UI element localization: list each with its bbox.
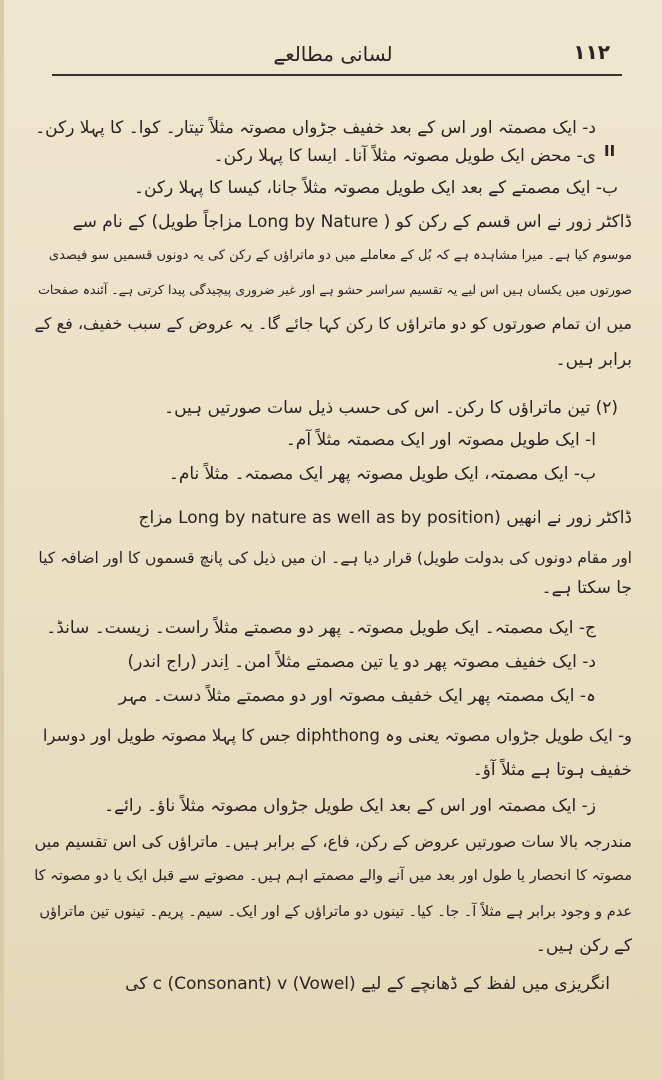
text-line: کے رکن ہیں۔ <box>535 936 632 956</box>
text-line: ی- محض ایک طویل مصوتہ مثلاً آنا۔ ایسا کا پہلا رکن۔ <box>213 146 596 166</box>
page-number: ۱۱۲ <box>573 40 610 64</box>
text-line: د- ایک مصمتہ اور اس کے بعد خفیف جڑواں مصوتہ مثلاً تیتار۔ کوا۔ کا پہلا رکن۔ <box>35 118 596 138</box>
text-line: مندرجہ بالا سات صورتیں عروض کے رکن، فاع، کے برابر ہیں۔ ماتراؤں کی اس تقسیم میں <box>34 832 632 851</box>
text-line: ب- ایک مصمتے کے بعد ایک طویل مصوتہ مثلاً جانا، کیسا کا پہلا رکن۔ <box>134 178 618 198</box>
text-line: صورتوں میں یکساں ہیں اس لیے یہ تقسیم سراسر حشو ہے اور غیر ضروری پیچیدگی پیدا کرتی ہے۔ آئندہ صفحات <box>38 282 632 297</box>
text-line: ب- ایک مصمتہ، ایک طویل مصوتہ پھر ایک مصمتہ۔ مثلاً نام۔ <box>168 464 596 484</box>
margin-mark: II <box>604 142 616 160</box>
text-line: میں ان تمام صورتوں کو دو ماتراؤں کا رکن کہا جائے گا۔ یہ عروض کے سبب خفیف، فع کے <box>34 314 632 333</box>
text-line: (۲) تین ماتراؤں کا رکن۔ اس کی حسب ذیل سات صورتیں ہیں۔ <box>164 398 618 418</box>
text-line: ڈاکٹر زور نے انھیں (Long by nature as well as by position مزاج <box>138 508 632 528</box>
text-line: اور مقام دونوں کی بدولت طویل) قرار دیا ہے۔ ان میں ذیل کی پانچ قسموں کا اور اضافہ کیا <box>38 549 632 567</box>
text-line: ا- ایک طویل مصوتہ اور ایک مصمتہ مثلاً آم۔ <box>285 430 596 450</box>
text-line: موسوم کیا ہے۔ میرا مشاہدہ ہے کہ بُل کے معاملے میں دو ماتراؤں کے رکن کی یہ دونوں قسمیں سو فیصدی <box>48 248 632 263</box>
page-header <box>4 40 662 80</box>
text-line: مصوتہ کا انحصار یا طول اور بعد میں آنے والے مصمتے اہم ہیں۔ مصوتے سے قبل ایک یا دو مصوتہ کا <box>34 868 632 884</box>
text-line: خفیف ہوتا ہے مثلاً آؤ۔ <box>472 760 632 780</box>
text-line: عدم و وجود برابر ہے مثلاً آ۔ جا۔ کیا۔ تینوں دو ماتراؤں کے اور ایک۔ سیم۔ پریم۔ تینوں تین ماتراؤں <box>39 904 632 920</box>
text-line: و- ایک طویل جڑواں مصوتہ یعنی وہ diphthong جس کا پہلا مصوتہ طویل اور دوسرا <box>42 726 632 745</box>
header-rule <box>52 74 622 76</box>
running-title: لسانی مطالعے <box>273 42 393 66</box>
text-line: ہ- ایک مصمتہ پھر ایک خفیف مصوتہ اور دو مصمتے مثلاً دست۔ مہر <box>118 686 596 706</box>
text-line: ڈاکٹر زور نے اس قسم کے رکن کو ( Long by Nature مزاجاً طویل) کے نام سے <box>72 212 632 232</box>
text-line: برابر ہیں۔ <box>555 350 632 370</box>
text-line: انگریزی میں لفظ کے ڈھانچے کے لیے c (Consonant) v (Vowel) کی <box>125 974 610 994</box>
text-line: ز- ایک مصمتہ اور اس کے بعد ایک طویل جڑواں مصوتہ مثلاً ناؤ۔ رائے۔ <box>104 796 596 816</box>
text-line: ج- ایک مصمتہ۔ ایک طویل مصوتہ۔ پھر دو مصمتے مثلاً راست۔ زیست۔ سانڈ۔ <box>46 618 596 638</box>
text-line: جا سکتا ہے۔ <box>541 578 632 598</box>
text-line: د- ایک خفیف مصوتہ پھر دو یا تین مصمتے مثلاً امن۔ اِندر (راج اندر) <box>127 652 596 672</box>
